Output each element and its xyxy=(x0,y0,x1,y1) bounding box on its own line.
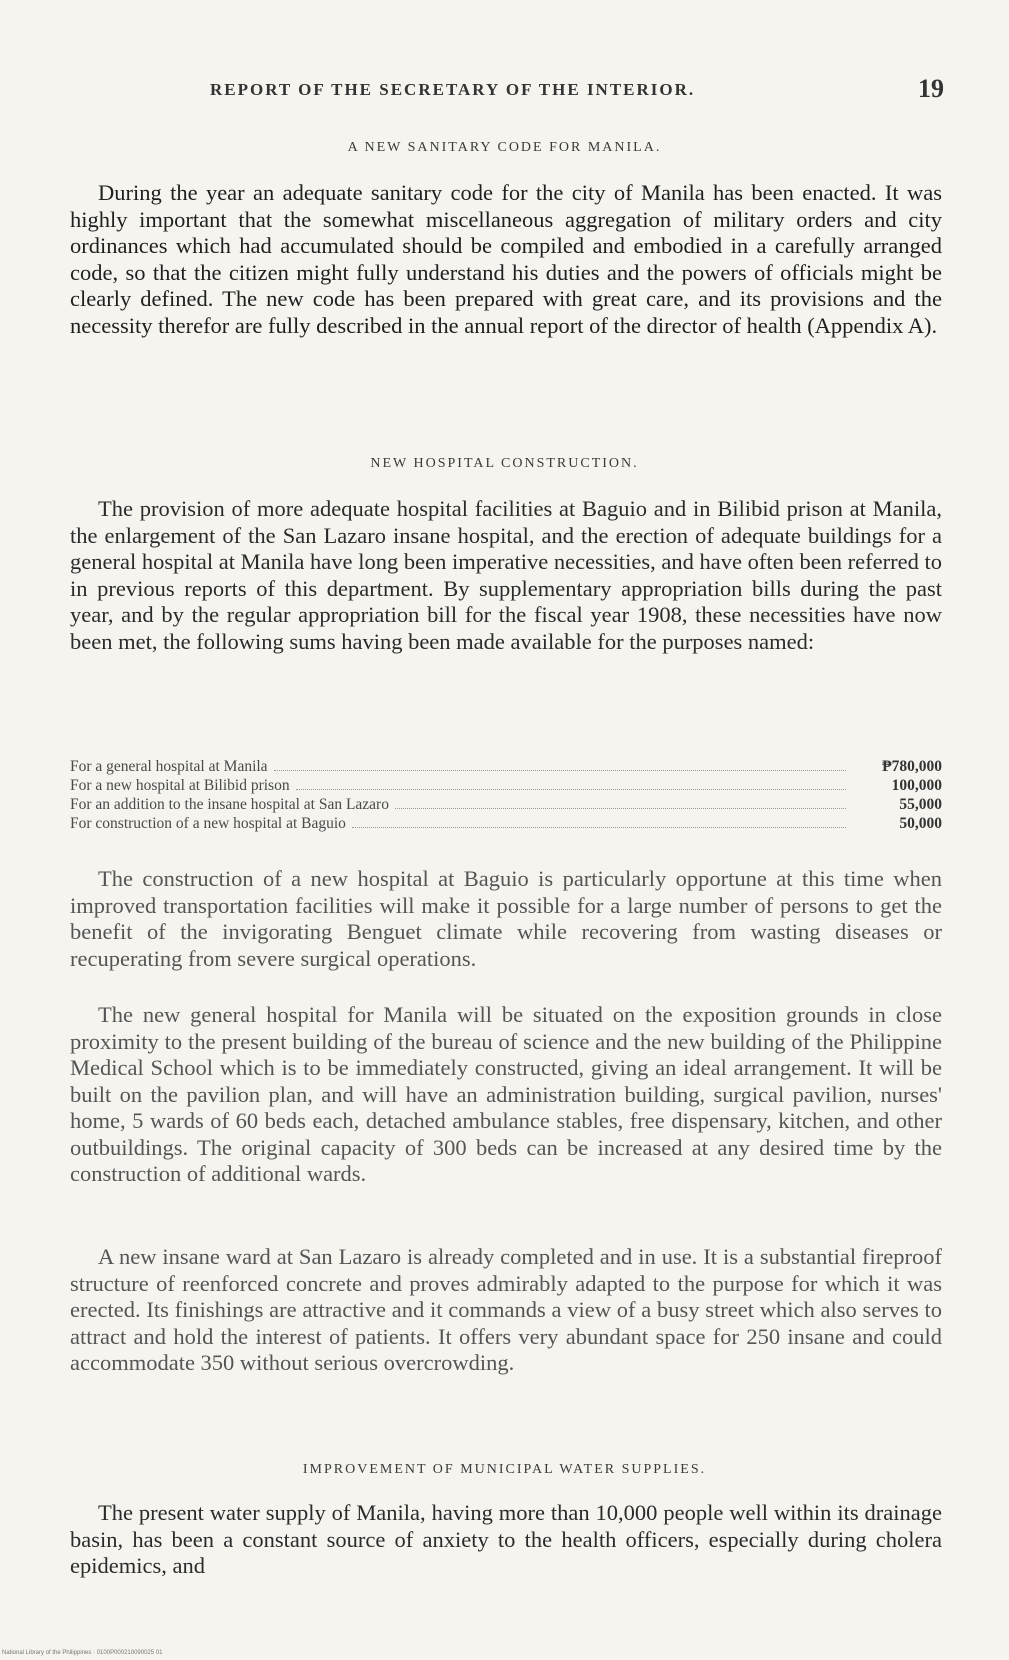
appropriations-table xyxy=(70,758,942,834)
paragraph-water-supply: The present water supply of Manila, having more than 10,000 people well within its drainage basin, has been a constant source of anxiety to the health officers, especially during cholera epidemics, and xyxy=(70,1500,942,1578)
appropriation-row xyxy=(70,815,942,834)
appropriation-row xyxy=(70,796,942,815)
appropriation-row xyxy=(70,758,942,777)
leader-dots xyxy=(274,758,846,771)
paragraph-san-lazaro-ward: A new insane ward at San Lazaro is already completed and in use. It is a substantial fireproof structure of reenforced concrete and proves admirably adapted to the purpose for which it was erected. Its finishings are attractive and it commands a view of a busy street which also serves to attract and hold the interest of patients. It offers very abundant space for 250 insane and could accommodate 350 without serious overcrowding. xyxy=(70,1244,942,1375)
appropriation-label: For a new hospital at Bilibid prison xyxy=(70,777,290,794)
leader-dots xyxy=(352,815,846,828)
appropriation-label: For an addition to the insane hospital at San Lazaro xyxy=(70,796,389,813)
leader-dots xyxy=(395,796,846,809)
appropriation-amount: 55,000 xyxy=(899,796,942,813)
running-title: REPORT OF THE SECRETARY OF THE INTERIOR. xyxy=(210,80,696,99)
appropriation-label: For construction of a new hospital at Baguio xyxy=(70,815,346,832)
library-footer-mark: National Library of the Philippines · 0100P000210090025 01 xyxy=(2,1650,163,1656)
appropriation-row xyxy=(70,777,942,796)
section-heading-hospital-construction: NEW HOSPITAL CONSTRUCTION. xyxy=(370,456,639,471)
paragraph-baguio-hospital: The construction of a new hospital at Baguio is particularly opportune at this time when improved transportation facilities will make it possible for a large number of persons to get the benefit of the invigorating Benguet climate while recovering from wasting diseases or recuperating from severe surgical operations. xyxy=(70,866,942,971)
section-heading-water-supplies: IMPROVEMENT OF MUNICIPAL WATER SUPPLIES. xyxy=(302,1462,707,1477)
appropriation-label: For a general hospital at Manila xyxy=(70,758,268,775)
paragraph-sanitary-code: During the year an adequate sanitary code for the city of Manila has been enacted. It was highly important that the somewhat miscellaneous aggregation of military orders and city ordinances which had accumulated should be compiled and embodied in a carefully arranged code, so that the citizen might fully understand his duties and the powers of officials might be clearly defined. The new code has been prepared with great care, and its provisions and the necessity therefor are fully described in the annual report of the director of health (Appendix A). xyxy=(70,180,942,338)
leader-dots xyxy=(296,777,846,790)
appropriation-amount: 50,000 xyxy=(899,815,942,832)
appropriation-amount: ₱780,000 xyxy=(882,758,942,775)
paragraph-manila-general-hospital: The new general hospital for Manila will be situated on the exposition grounds in close proximity to the present building of the bureau of science and the new building of the Philippine Medical School which is to be immediately constructed, giving an ideal arrangement. It will be built on the pavilion plan, and will have an administration building, surgical pavilion, nurses' home, 5 wards of 60 beds each, detached ambulance stables, free dispensary, kitchen, and other outbuildings. The original capacity of 300 beds can be increased at any desired time by the construction of additional wards. xyxy=(70,1002,942,1186)
appropriation-amount: 100,000 xyxy=(891,777,942,794)
paragraph-hospital-provision: The provision of more adequate hospital facilities at Baguio and in Bilibid prison at Manila, the enlargement of the San Lazaro insane hospital, and the erection of adequate buildings for a general hospital at Manila have long been imperative necessities, and have often been referred to in previous reports of this department. By supplementary appropriation bills during the past year, and by the regular appropriation bill for the fiscal year 1908, these necessities have now been met, the following sums having been made available for the purposes named: xyxy=(70,496,942,654)
page-number: 19 xyxy=(918,74,944,103)
section-heading-sanitary-code: A NEW SANITARY CODE FOR MANILA. xyxy=(347,140,662,155)
